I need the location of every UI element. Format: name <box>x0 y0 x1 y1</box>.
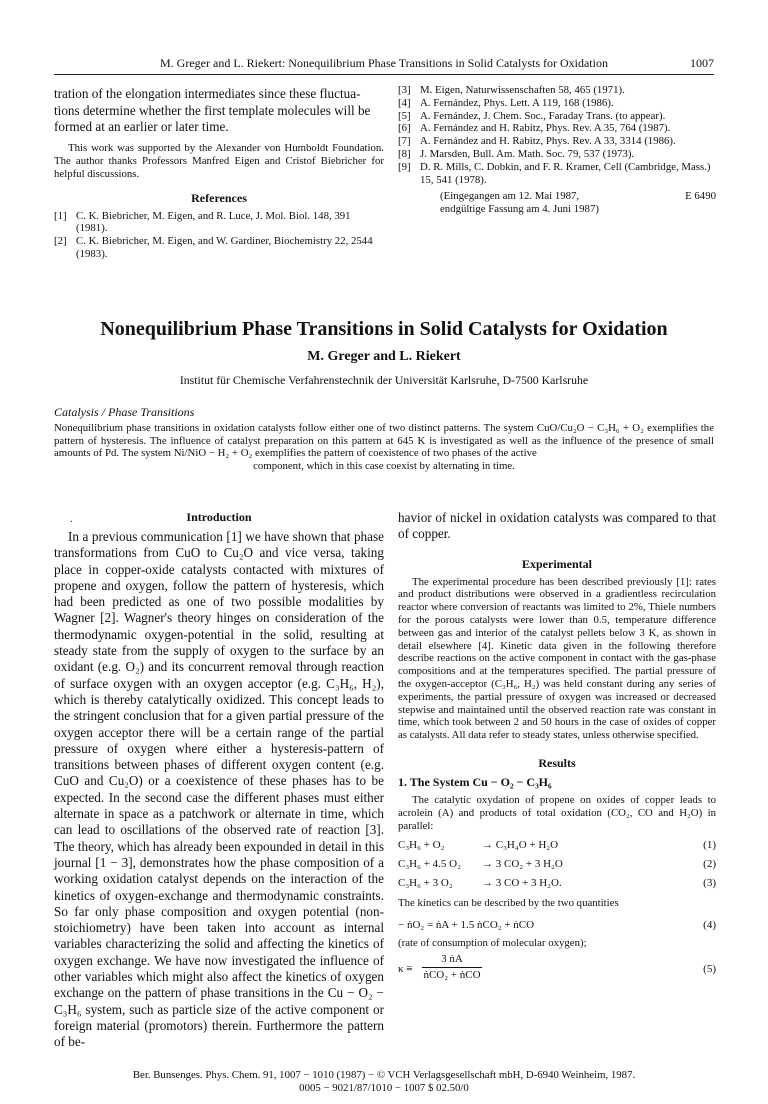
reference-text: C. K. Biebricher, M. Eigen, and R. Luce, J. Mol. Biol. 148, 391 (1981). <box>76 209 351 235</box>
equation-rhs: → 3 CO + 3 H₂O. <box>482 877 562 890</box>
reference-text: A. Fernández, Phys. Lett. A 119, 168 (1986). <box>420 96 614 109</box>
reference-item <box>398 97 716 110</box>
article-authors: M. Greger and L. Riekert <box>307 349 461 364</box>
running-title: M. Greger and L. Riekert: Nonequilibrium Phase Transitions in Solid Catalysts for Oxidation <box>160 56 608 70</box>
reference-item <box>398 122 716 135</box>
introduction-heading: Introduction <box>186 510 252 524</box>
reference-item <box>398 161 716 187</box>
kinetics-text: The kinetics can be described by the two quantities <box>398 897 619 910</box>
equation-lhs: C₃H₆ + 4.5 O₂ <box>398 858 461 871</box>
equation-5 <box>398 952 716 986</box>
received-line: endgültige Fassung am 4. Juni 1987) <box>440 203 599 216</box>
equation-4-note: (rate of consumption of molecular oxygen); <box>398 937 587 950</box>
equation-row <box>398 855 716 874</box>
acknowledgement: This work was supported by the Alexander von Humboldt Foundation. The author thanks Professors Manfred Eigen and Cristof Biebricher for helpful discussions. <box>54 142 384 180</box>
references-list-right <box>398 84 716 186</box>
article-abstract <box>54 422 714 472</box>
text-line: formed at an earlier or later time. <box>54 119 229 135</box>
reference-text: A. Fernández and H. Rabitz, Phys. Rev. A 33, 3314 (1986). <box>420 135 676 148</box>
equation-row-4 <box>398 916 716 935</box>
equation-lhs: C₃H₆ + O₂ <box>398 839 445 852</box>
fraction-numerator: 3 ṅA <box>422 952 482 968</box>
equation-number: (3) <box>703 877 716 890</box>
reference-number: [1] <box>54 209 67 222</box>
equation-rhs: → C₃H₄O + H₂O <box>482 839 559 852</box>
references-heading: References <box>191 190 247 205</box>
footer-citation: Ber. Bunsenges. Phys. Chem. 91, 1007 − 1010 (1987) − © VCH Verlagsgesellschaft mbH, D-6940 Weinheim, 1987. <box>132 1069 636 1081</box>
received-code: E 6490 <box>685 190 716 203</box>
reaction-equations <box>398 836 716 893</box>
results-heading: Results <box>538 755 576 770</box>
stray-dot: . <box>70 514 73 525</box>
reference-text: D. R. Mills, C. Dobkin, and F. R. Kramer, Cell (Cambridge, Mass.) 15, 541 (1978). <box>420 160 711 186</box>
abstract-last-line: component, which in this case coexist by alternating in time. <box>253 459 515 472</box>
reference-number: [5] <box>398 109 411 122</box>
footer-code: 0005 − 9021/87/1010 − 1007 $ 02.50/0 <box>299 1082 469 1094</box>
equation-number: (1) <box>703 839 716 852</box>
equation-5-fraction <box>422 952 482 982</box>
reference-item <box>398 148 716 161</box>
equation-number: (4) <box>703 919 716 932</box>
equation-4: − ṅO₂ = ṅA + 1.5 ṅCO₂ + ṅCO <box>398 919 535 932</box>
equation-number: (5) <box>703 962 716 975</box>
reference-number: [3] <box>398 84 411 96</box>
reference-number: [2] <box>54 235 67 248</box>
article-affiliation: Institut für Chemische Verfahrenstechnik der Universität Karlsruhe, D-7500 Karlsruhe <box>179 373 589 387</box>
reference-item <box>54 235 384 261</box>
equation-5-lhs: κ ≡ <box>398 962 413 975</box>
journal-footer <box>40 1069 728 1095</box>
abstract-text: Nonequilibrium phase transitions in oxidation catalysts follow either one of two distinct patterns. The system CuO/Cu₂O − C₃H₆ + O₂ exemplifies the pattern of hysteresis. The influence of catalyst preparation on this pattern at 645 K is investigated as well as the influence of the presence of small amounts of Pd. The system Ni/NiO − H₂ + O₂ exemplifies the pattern of coexistence of two phases of the active <box>54 422 714 460</box>
reference-item <box>398 84 716 97</box>
reference-number: [9] <box>398 160 411 173</box>
prev-article-left-column <box>54 86 384 261</box>
page-number: 1007 <box>690 56 714 70</box>
text-line: tration of the elongation intermediates since these fluctua- <box>54 86 361 101</box>
continued-text: havior of nickel in oxidation catalysts was compared to that of copper. <box>398 510 716 542</box>
introduction-text: In a previous communication [1] we have shown that phase transformations from CuO to Cu₂O and vice versa, taking place in copper-oxide catalysts contacted with mixtures of propene and oxygen, follow the pattern of hysteresis, which had been predicted as one of two possible modalities by Wagner [2]. Wagner's theory hinges on consideration of the thermodynamic oxygen-potential in the solid, resulting at steady state from the supply of oxygen to the surface by an oxidant (e.g. O₂) and its concurrent removal through reaction of surface oxygen with an oxygen acceptor (e.g. C₃H₆, H₂), which is thereby catalytically oxidized. This concept leads to the stringent conclusion that for a given partial pressure of the oxygen acceptor there will be a certain range of the partial pressure of oxygen where either a hysteresis-pattern of transitions between phases of different oxygen content (e.g. CuO and Cu₂O) or a coexistence of these phases has to be expected. In the second case the different phases must either alternate in space as a patchwork or alternate in time, which can lead to oscillations of the observed rate of reaction [3]. The theory, which has already been expounded in detail in this journal [1 − 3], demonstrates how the phase composition of a working oxidation catalyst depends on the interaction of the kinetics of oxygen-exchange and thermodynamic constraints. So far only phase composition and oxygen potential (non-stoichiometry) have been taken into account as internal variables characterizing the solid and affecting the kinetics of oxygen exchange. We have now investigated the influence of other variables which might also affect the kinetics of oxygen exchange on the pattern of phase transitions in the Cu − O₂ − C₃H₆ system, such as particle size of the active component or foreign material (promotors) therein. Furthermore the pattern of be- <box>54 529 384 1050</box>
results-text: The catalytic oxydation of propene on oxides of copper leads to acrolein (A) and products of total oxidation (CO₂, CO and H₂O) in parallel: <box>398 793 716 832</box>
article-keywords: Catalysis / Phase Transitions <box>54 405 195 419</box>
reference-number: [4] <box>398 96 411 109</box>
subsection-heading: 1. The System Cu − O₂ − C₃H₆ <box>398 774 552 789</box>
equation-row <box>398 836 716 855</box>
equation-row <box>398 874 716 893</box>
prev-article-text <box>54 86 384 136</box>
reference-text: A. Fernández, J. Chem. Soc., Faraday Trans. (to appear). <box>420 109 666 122</box>
article-title: Nonequilibrium Phase Transitions in Solid Catalysts for Oxidation <box>100 318 668 340</box>
running-header <box>54 56 714 75</box>
references-list-left <box>54 210 384 261</box>
fraction-denominator: ṅCO₂ + ṅCO <box>423 968 481 981</box>
reference-number: [8] <box>398 147 411 160</box>
body-right-column <box>398 510 716 986</box>
reference-item <box>54 210 384 236</box>
equation-lhs: C₃H₆ + 3 O₂ <box>398 877 453 890</box>
text-line: tions determine whether the first template molecules will be <box>54 102 371 118</box>
experimental-heading: Experimental <box>522 556 592 571</box>
reference-text: J. Marsden, Bull. Am. Math. Soc. 79, 537 (1973). <box>420 147 635 160</box>
experimental-text: The experimental procedure has been described previously [1]: rates and product distributions were observed in a gradientless recirculation reactor where conversion of reactants was limited to 2%, Thiele numbers for the porous catalysts were lower than 0.5, temperature difference between gas and interior of the catalyst pellets below 3 K, as shown in detail elsewhere [4]. Kinetic data given in the following therefore describe reactions on the active component in contact with the gas-phase compositions and at the temperatures specified. The partial pressure of the oxygen-acceptor (C₃H₆, H₂) was held constant during any series of experiments, the partial pressure of oxygen was increased or decreased stepwise and maintained until the observed reaction rate was constant in time, which took between 2 and 50 hours in the case of oxides of copper as catalysts. All data refer to steady states, unless otherwise specified. <box>398 575 716 742</box>
body-left-column <box>54 510 384 1051</box>
reference-number: [6] <box>398 122 411 135</box>
reference-number: [7] <box>398 135 411 148</box>
reference-text: M. Eigen, Naturwissenschaften 58, 465 (1971). <box>420 84 625 96</box>
reference-item <box>398 110 716 123</box>
equation-rhs: → 3 CO₂ + 3 H₂O <box>482 858 563 871</box>
reference-text: A. Fernández and H. Rabitz, Phys. Rev. A 35, 764 (1987). <box>420 122 671 135</box>
equation-number: (2) <box>703 858 716 871</box>
reference-text: C. K. Biebricher, M. Eigen, and W. Gardiner, Biochemistry 22, 2544 (1983). <box>76 235 373 260</box>
received-line: (Eingegangen am 12. Mai 1987, <box>440 190 580 203</box>
prev-article-right-column <box>398 84 716 218</box>
reference-item <box>398 135 716 148</box>
received-dates <box>440 190 716 218</box>
